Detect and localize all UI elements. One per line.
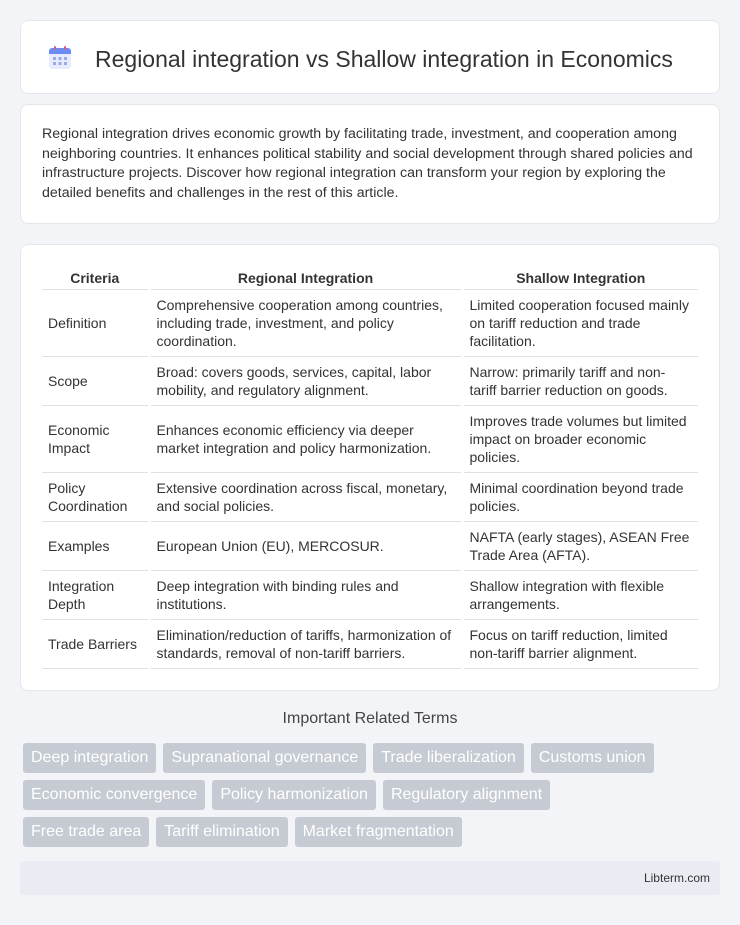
table-row	[42, 522, 698, 571]
footer-site-link[interactable]: Libterm.com	[643, 871, 710, 885]
footer	[20, 861, 720, 895]
table-cell: Comprehensive cooperation among countries, including trade, investment, and policy coordination.	[149, 290, 462, 357]
table-row	[42, 473, 698, 522]
table-cell: Integration Depth	[42, 571, 149, 620]
table-cell: Deep integration with binding rules and institutions.	[149, 571, 462, 620]
table-row	[42, 290, 698, 357]
table-cell: European Union (EU), MERCOSUR.	[149, 522, 462, 571]
term-tag[interactable]: Deep integration	[23, 743, 156, 773]
table-cell: Limited cooperation focused mainly on tariff reduction and trade facilitation.	[462, 290, 698, 357]
table-row	[42, 406, 698, 473]
term-tag[interactable]: Tariff elimination	[156, 817, 287, 847]
table-cell: Definition	[42, 290, 149, 357]
table-cell: Elimination/reduction of tariffs, harmonization of standards, removal of non-tariff barriers.	[149, 620, 462, 669]
column-header: Criteria	[42, 265, 149, 290]
intro-card	[20, 104, 720, 224]
table-row	[42, 571, 698, 620]
term-tag[interactable]: Customs union	[531, 743, 654, 773]
page-title: Regional integration vs Shallow integration in Economics	[95, 46, 673, 72]
table-cell: Broad: covers goods, services, capital, labor mobility, and regulatory alignment.	[149, 357, 462, 406]
related-terms-list	[23, 743, 683, 847]
table-cell: Focus on tariff reduction, limited non-tariff barrier alignment.	[462, 620, 698, 669]
table-row	[42, 357, 698, 406]
term-tag[interactable]: Economic convergence	[23, 780, 205, 810]
table-cell: Shallow integration with flexible arrangements.	[462, 571, 698, 620]
table-cell: Enhances economic efficiency via deeper market integration and policy harmonization.	[149, 406, 462, 473]
table-cell: Narrow: primarily tariff and non-tariff barrier reduction on goods.	[462, 357, 698, 406]
column-header: Regional Integration	[149, 265, 462, 290]
table-cell: Scope	[42, 357, 149, 406]
table-cell: Minimal coordination beyond trade policies.	[462, 473, 698, 522]
term-tag[interactable]: Free trade area	[23, 817, 149, 847]
term-tag[interactable]: Market fragmentation	[295, 817, 462, 847]
term-tag[interactable]: Supranational governance	[163, 743, 366, 773]
table-cell: Examples	[42, 522, 149, 571]
term-tag[interactable]: Regulatory alignment	[383, 780, 550, 810]
table-cell: Economic Impact	[42, 406, 149, 473]
comparison-table	[42, 265, 698, 669]
table-cell: Trade Barriers	[42, 620, 149, 669]
intro-text: Regional integration drives economic growth by facilitating trade, investment, and cooperation among neighboring countries. It enhances political stability and social development through shared policies and infrastructure projects. Discover how regional integration can transform your region by exploring the detailed benefits and challenges in the rest of this article.	[42, 126, 693, 201]
comparison-card	[20, 244, 720, 691]
table-cell: Policy Coordination	[42, 473, 149, 522]
table-cell: Extensive coordination across fiscal, monetary, and social policies.	[149, 473, 462, 522]
header-card	[20, 20, 720, 94]
table-header-row	[42, 265, 698, 290]
table-cell: Improves trade volumes but limited impact on broader economic policies.	[462, 406, 698, 473]
column-header: Shallow Integration	[462, 265, 698, 290]
term-tag[interactable]: Trade liberalization	[373, 743, 524, 773]
table-row	[42, 620, 698, 669]
calendar-icon	[47, 45, 73, 71]
related-terms-title: Important Related Terms	[282, 710, 458, 727]
term-tag[interactable]: Policy harmonization	[212, 780, 376, 810]
table-cell: NAFTA (early stages), ASEAN Free Trade Area (AFTA).	[462, 522, 698, 571]
